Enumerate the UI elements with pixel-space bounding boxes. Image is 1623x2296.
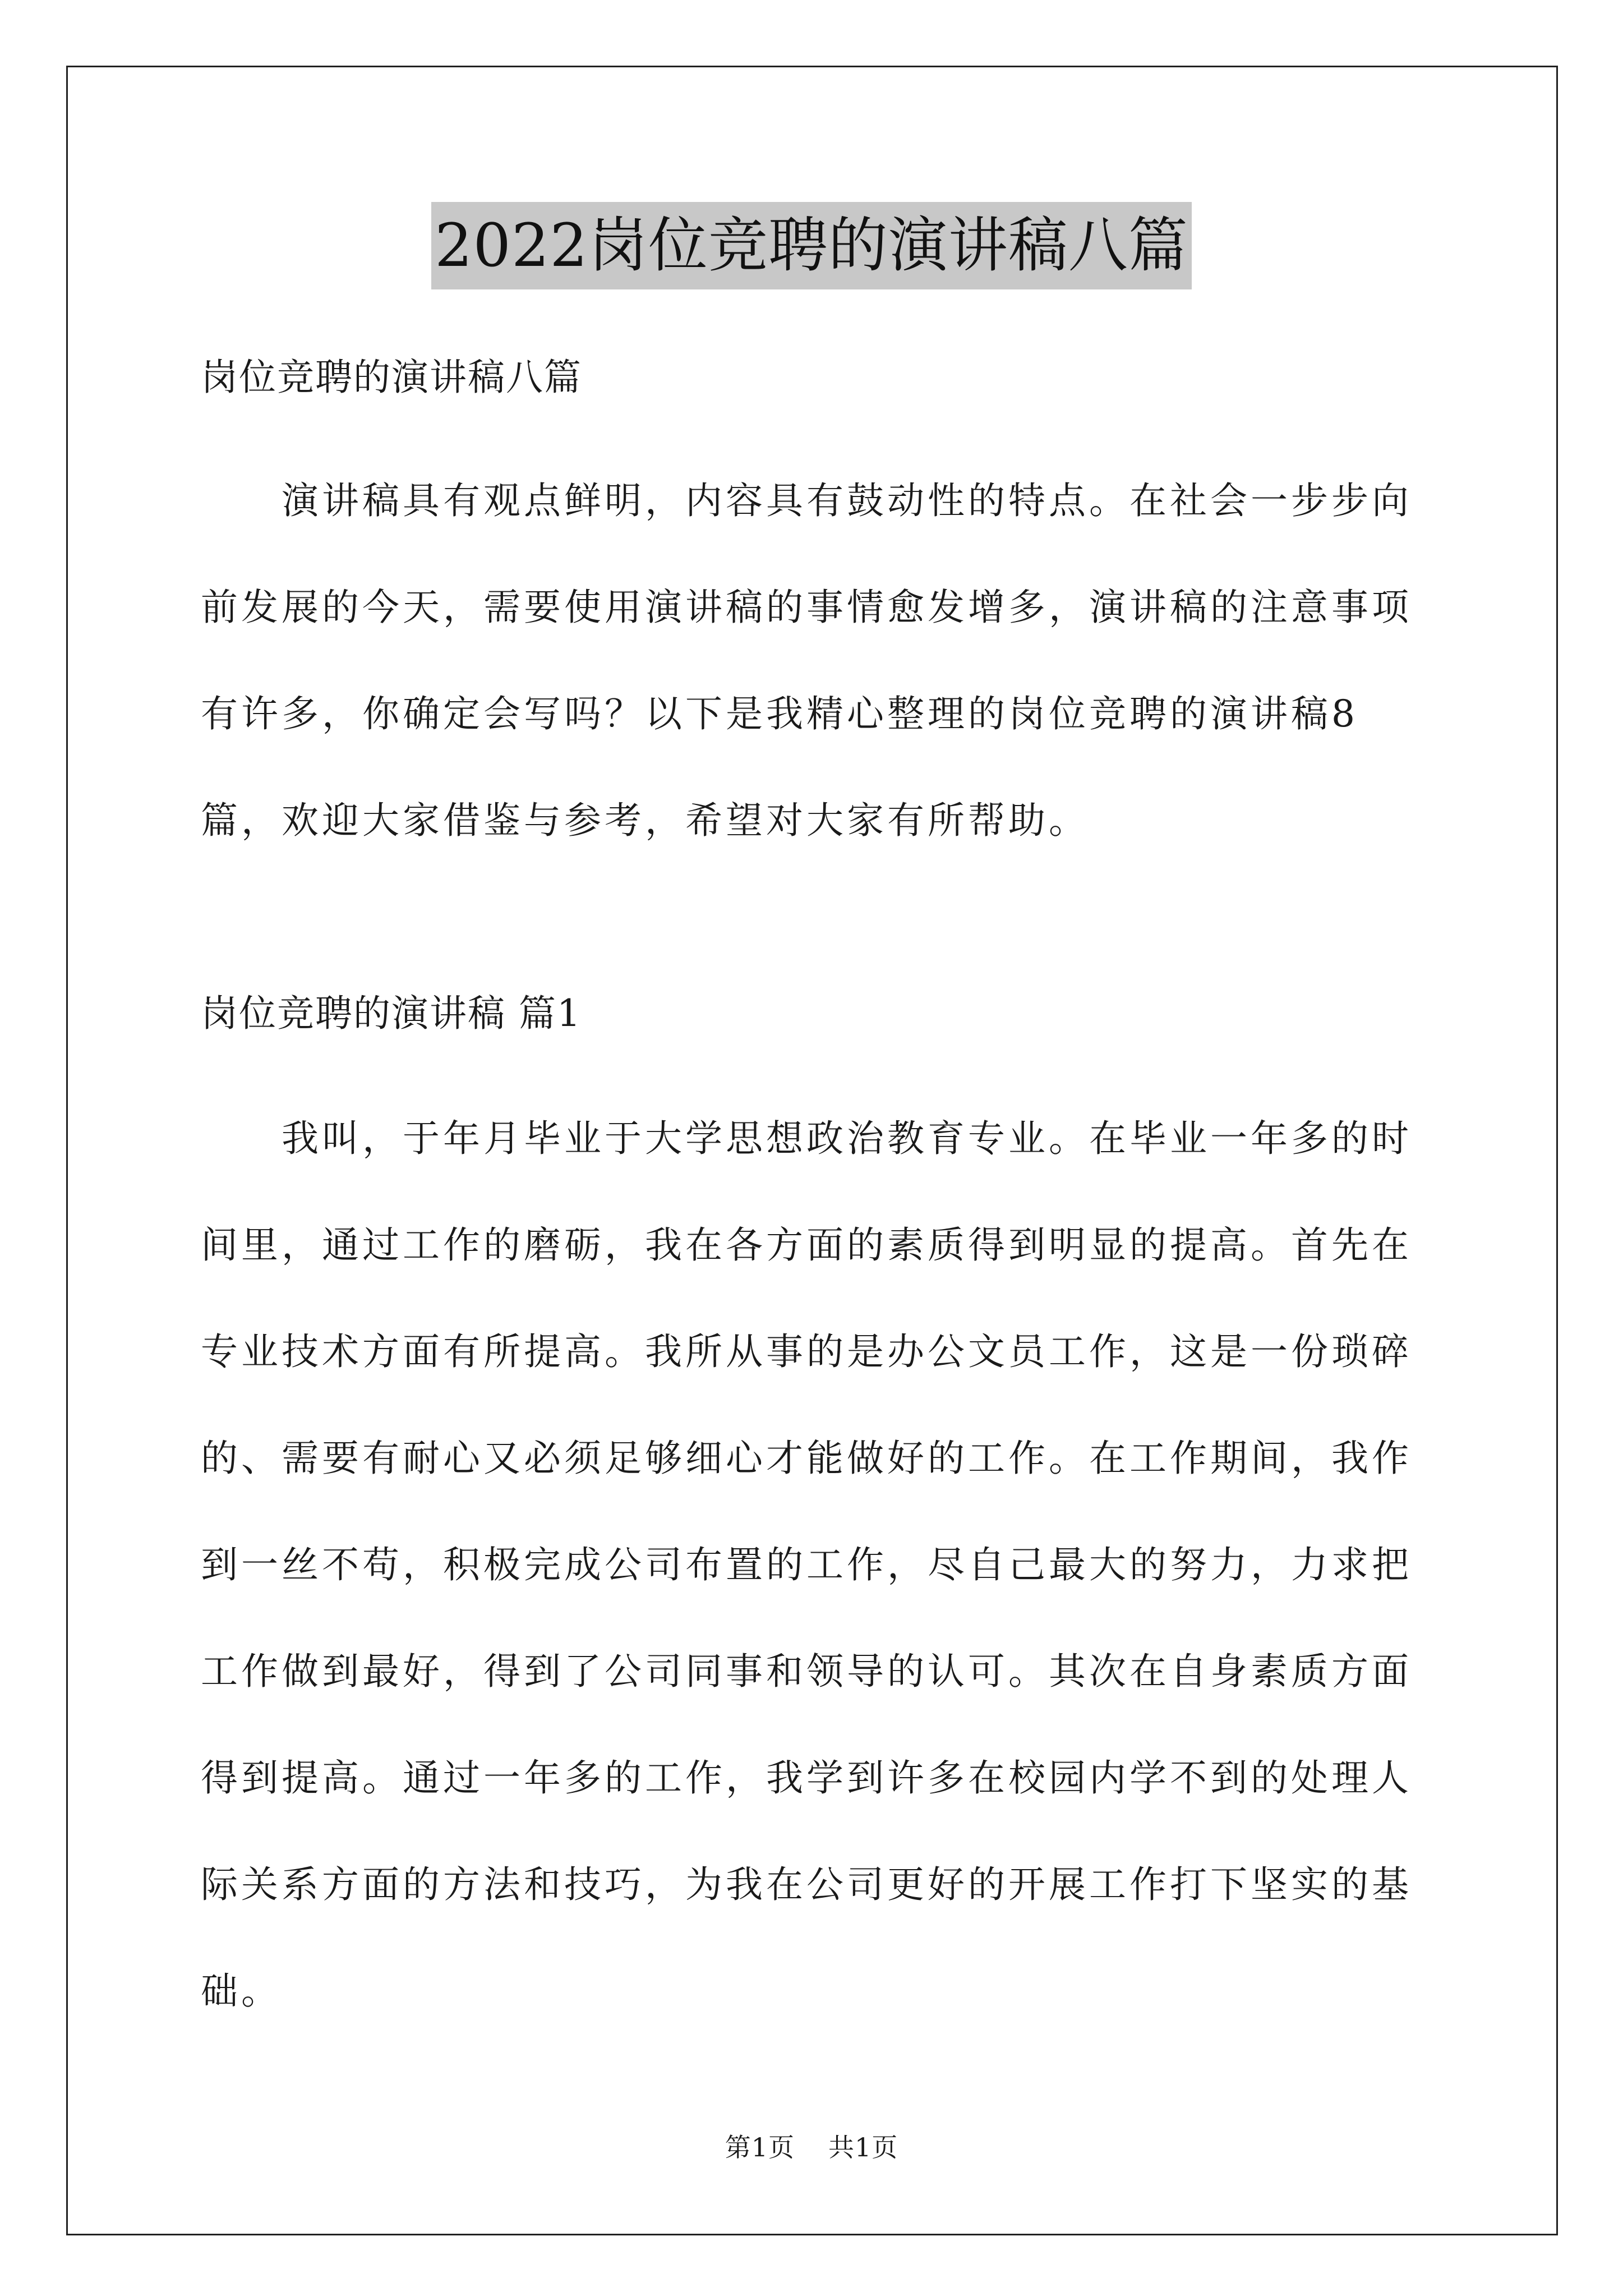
intro-paragraph: 演讲稿具有观点鲜明，内容具有鼓动性的特点。在社会一步步向前发展的今天，需要使用演讲稿的事情愈发增多，演讲稿的注意事项有许多，你确定会写吗？以下是我精心整理的岗位竞聘的演讲稿8篇，欢迎大家借鉴与参考，希望对大家有所帮助。 — [201, 479, 1412, 842]
page-number-total: 共1页 — [828, 2132, 898, 2162]
page-number-current: 第1页 — [725, 2132, 795, 2162]
document-title: 2022岗位竞聘的演讲稿八篇 — [431, 202, 1192, 289]
section-heading: 岗位竞聘的演讲稿 篇1 — [201, 992, 582, 1035]
document-subtitle: 岗位竞聘的演讲稿八篇 — [201, 356, 582, 399]
title-container — [0, 202, 1623, 289]
page-footer — [0, 2131, 1623, 2164]
section-body-paragraph: 我叫，于年月毕业于大学思想政治教育专业。在毕业一年多的时间里，通过工作的磨砺，我在各方面的素质得到明显的提高。首先在专业技术方面有所提高。我所从事的是办公文员工作，这是一份琐碎的、需要有耐心又必须足够细心才能做好的工作。在工作期间，我作到一丝不苟，积极完成公司布置的工作，尽自己最大的努力，力求把工作做到最好，得到了公司同事和领导的认可。其次在自身素质方面得到提高。通过一年多的工作，我学到许多在校园内学不到的处理人际关系方面的方法和技巧，为我在公司更好的开展工作打下坚实的基础。 — [201, 1117, 1412, 2013]
